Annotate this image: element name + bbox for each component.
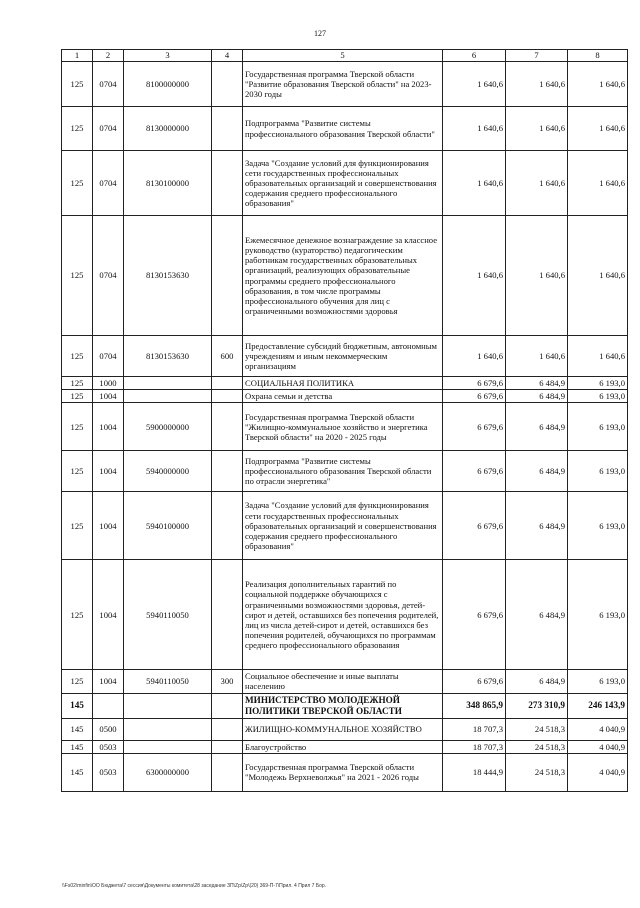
cell-amount-year3: 6 193,0	[568, 492, 628, 560]
page-number: 127	[314, 29, 326, 38]
cell-chapter-code: 125	[62, 107, 93, 151]
cell-description: ЖИЛИЩНО-КОММУНАЛЬНОЕ ХОЗЯЙСТВО	[243, 718, 443, 740]
cell-description: Задача "Создание условий для функционирования сети государственных профессиональных образовательных организаций и совершенствования содержания среднего профессионального образования"	[243, 492, 443, 560]
cell-target-article: 8130153630	[124, 216, 212, 336]
footer-file-path: \\Fs02\minfin\ОО Бюджета\7 сессия\Документы комитета\28 заседание ЗП\Zp\Zp\(20) 369-П-7\Прил. 4 Прил 7 Бор.	[62, 883, 327, 889]
table-row	[62, 216, 628, 336]
cell-target-article: 8100000000	[124, 62, 212, 107]
cell-amount-year2: 6 484,9	[506, 492, 568, 560]
cell-amount-year3: 1 640,6	[568, 336, 628, 377]
cell-description: СОЦИАЛЬНАЯ ПОЛИТИКА	[243, 377, 443, 390]
cell-section-code	[93, 693, 124, 718]
cell-amount-year1: 18 444,9	[443, 753, 506, 791]
cell-chapter-code: 125	[62, 336, 93, 377]
cell-expense-type	[212, 560, 243, 670]
cell-section-code: 0503	[93, 753, 124, 791]
cell-chapter-code: 125	[62, 492, 93, 560]
cell-amount-year3: 1 640,6	[568, 216, 628, 336]
header-cell: 7	[506, 50, 568, 62]
header-cell: 8	[568, 50, 628, 62]
cell-amount-year2: 6 484,9	[506, 377, 568, 390]
cell-section-code: 1004	[93, 451, 124, 492]
cell-section-code: 1000	[93, 377, 124, 390]
cell-target-article	[124, 718, 212, 740]
cell-amount-year2: 6 484,9	[506, 403, 568, 451]
cell-section-code: 0500	[93, 718, 124, 740]
cell-expense-type	[212, 753, 243, 791]
cell-chapter-code: 145	[62, 753, 93, 791]
cell-amount-year1: 1 640,6	[443, 62, 506, 107]
cell-expense-type	[212, 390, 243, 403]
cell-amount-year3: 4 040,9	[568, 753, 628, 791]
cell-expense-type	[212, 62, 243, 107]
cell-amount-year2: 1 640,6	[506, 151, 568, 216]
cell-description: МИНИСТЕРСТВО МОЛОДЕЖНОЙ ПОЛИТИКИ ТВЕРСКОЙ ОБЛАСТИ	[243, 693, 443, 718]
table-row	[62, 451, 628, 492]
cell-amount-year1: 348 865,9	[443, 693, 506, 718]
table-row	[62, 492, 628, 560]
table-row	[62, 718, 628, 740]
cell-amount-year1: 6 679,6	[443, 560, 506, 670]
cell-amount-year2: 6 484,9	[506, 451, 568, 492]
table-row	[62, 336, 628, 377]
cell-amount-year1: 18 707,3	[443, 718, 506, 740]
header-row	[62, 50, 628, 62]
cell-chapter-code: 125	[62, 390, 93, 403]
cell-description: Благоустройство	[243, 740, 443, 753]
cell-amount-year3: 6 193,0	[568, 377, 628, 390]
table-row	[62, 62, 628, 107]
cell-chapter-code: 145	[62, 693, 93, 718]
cell-chapter-code: 125	[62, 451, 93, 492]
cell-target-article	[124, 390, 212, 403]
table-row	[62, 377, 628, 390]
table-body	[62, 62, 628, 792]
cell-section-code: 1004	[93, 560, 124, 670]
cell-amount-year1: 18 707,3	[443, 740, 506, 753]
cell-description: Задача "Создание условий для функционирования сети государственных профессиональных образовательных организаций и совершенствования содержания среднего профессионального образования"	[243, 151, 443, 216]
cell-description: Предоставление субсидий бюджетным, автономным учреждениям и иным некоммерческим организациям	[243, 336, 443, 377]
cell-amount-year2: 273 310,9	[506, 693, 568, 718]
cell-chapter-code: 145	[62, 718, 93, 740]
cell-section-code: 0704	[93, 62, 124, 107]
cell-amount-year2: 24 518,3	[506, 718, 568, 740]
cell-target-article	[124, 693, 212, 718]
cell-description: Государственная программа Тверской области "Развитие образования Тверской области" на 2023-2030 годы	[243, 62, 443, 107]
cell-target-article: 5940000000	[124, 451, 212, 492]
cell-section-code: 0704	[93, 216, 124, 336]
cell-amount-year2: 24 518,3	[506, 740, 568, 753]
cell-target-article	[124, 377, 212, 390]
cell-expense-type: 600	[212, 336, 243, 377]
cell-expense-type	[212, 740, 243, 753]
table-row	[62, 753, 628, 791]
cell-target-article: 5940110050	[124, 670, 212, 693]
cell-description: Социальное обеспечение и иные выплаты населению	[243, 670, 443, 693]
cell-chapter-code: 125	[62, 670, 93, 693]
table-row	[62, 107, 628, 151]
cell-amount-year2: 1 640,6	[506, 336, 568, 377]
table-row	[62, 151, 628, 216]
cell-amount-year1: 6 679,6	[443, 492, 506, 560]
cell-amount-year1: 1 640,6	[443, 107, 506, 151]
cell-amount-year1: 6 679,6	[443, 670, 506, 693]
table-row	[62, 670, 628, 693]
cell-chapter-code: 125	[62, 62, 93, 107]
cell-expense-type	[212, 377, 243, 390]
cell-expense-type	[212, 451, 243, 492]
cell-amount-year3: 6 193,0	[568, 451, 628, 492]
cell-description: Государственная программа Тверской области "Молодежь Верхневолжья" на 2021 - 2026 годы	[243, 753, 443, 791]
cell-amount-year1: 6 679,6	[443, 377, 506, 390]
cell-section-code: 1004	[93, 403, 124, 451]
cell-amount-year1: 1 640,6	[443, 151, 506, 216]
cell-target-article: 8130000000	[124, 107, 212, 151]
cell-amount-year2: 1 640,6	[506, 62, 568, 107]
cell-amount-year1: 6 679,6	[443, 390, 506, 403]
header-cell: 2	[93, 50, 124, 62]
cell-amount-year3: 246 143,9	[568, 693, 628, 718]
cell-expense-type	[212, 492, 243, 560]
cell-target-article: 5940110050	[124, 560, 212, 670]
cell-amount-year2: 24 518,3	[506, 753, 568, 791]
budget-table	[61, 49, 628, 792]
cell-target-article: 8130153630	[124, 336, 212, 377]
cell-section-code: 0704	[93, 336, 124, 377]
cell-section-code: 1004	[93, 670, 124, 693]
cell-amount-year3: 4 040,9	[568, 740, 628, 753]
cell-target-article: 5940100000	[124, 492, 212, 560]
cell-expense-type	[212, 107, 243, 151]
cell-target-article: 8130100000	[124, 151, 212, 216]
cell-amount-year2: 6 484,9	[506, 670, 568, 693]
cell-amount-year1: 6 679,6	[443, 451, 506, 492]
cell-amount-year2: 1 640,6	[506, 216, 568, 336]
header-cell: 3	[124, 50, 212, 62]
cell-chapter-code: 125	[62, 560, 93, 670]
cell-description: Государственная программа Тверской области "Жилищно-коммунальное хозяйство и энергетика Тверской области" на 2020 - 2025 годы	[243, 403, 443, 451]
cell-expense-type: 300	[212, 670, 243, 693]
header-cell: 4	[212, 50, 243, 62]
cell-amount-year3: 1 640,6	[568, 151, 628, 216]
table-row	[62, 403, 628, 451]
cell-section-code: 1004	[93, 492, 124, 560]
cell-amount-year3: 6 193,0	[568, 670, 628, 693]
cell-description: Подпрограмма "Развитие системы профессионального образования Тверской области по отрасли энергетика"	[243, 451, 443, 492]
cell-chapter-code: 125	[62, 377, 93, 390]
cell-chapter-code: 145	[62, 740, 93, 753]
cell-description: Охрана семьи и детства	[243, 390, 443, 403]
cell-target-article: 6300000000	[124, 753, 212, 791]
cell-description: Реализация дополнительных гарантий по социальной поддержке обучающихся с ограниченными возможностями здоровья, детей-сирот и детей, оставшихся без попечения родителей, лиц из числа детей-сирот и детей, оставшихся без попечения родителей, обучающихся по программам среднего профессионального образования	[243, 560, 443, 670]
cell-section-code: 0704	[93, 107, 124, 151]
cell-section-code: 1004	[93, 390, 124, 403]
cell-amount-year1: 1 640,6	[443, 216, 506, 336]
header-cell: 5	[243, 50, 443, 62]
cell-amount-year3: 6 193,0	[568, 390, 628, 403]
table-row	[62, 693, 628, 718]
cell-amount-year3: 6 193,0	[568, 403, 628, 451]
cell-description: Подпрограмма "Развитие системы профессионального образования Тверской области"	[243, 107, 443, 151]
cell-chapter-code: 125	[62, 151, 93, 216]
cell-target-article	[124, 740, 212, 753]
cell-section-code: 0503	[93, 740, 124, 753]
cell-expense-type	[212, 718, 243, 740]
cell-amount-year3: 6 193,0	[568, 560, 628, 670]
cell-expense-type	[212, 151, 243, 216]
cell-chapter-code: 125	[62, 216, 93, 336]
table-row	[62, 390, 628, 403]
cell-chapter-code: 125	[62, 403, 93, 451]
cell-amount-year3: 1 640,6	[568, 62, 628, 107]
cell-amount-year3: 1 640,6	[568, 107, 628, 151]
header-cell: 6	[443, 50, 506, 62]
cell-target-article: 5900000000	[124, 403, 212, 451]
cell-amount-year1: 1 640,6	[443, 336, 506, 377]
cell-description: Ежемесячное денежное вознаграждение за классное руководство (кураторство) педагогическим работникам государственных образовательных организаций, реализующих образовательные программы среднего профессионального образования, в том числе программы профессионального обучения для лиц с ограниченными возможностями здоровья	[243, 216, 443, 336]
header-cell: 1	[62, 50, 93, 62]
cell-amount-year1: 6 679,6	[443, 403, 506, 451]
cell-amount-year2: 6 484,9	[506, 560, 568, 670]
cell-amount-year3: 4 040,9	[568, 718, 628, 740]
cell-expense-type	[212, 403, 243, 451]
cell-amount-year2: 1 640,6	[506, 107, 568, 151]
cell-expense-type	[212, 216, 243, 336]
cell-expense-type	[212, 693, 243, 718]
table-row	[62, 740, 628, 753]
cell-section-code: 0704	[93, 151, 124, 216]
cell-amount-year2: 6 484,9	[506, 390, 568, 403]
table-row	[62, 560, 628, 670]
